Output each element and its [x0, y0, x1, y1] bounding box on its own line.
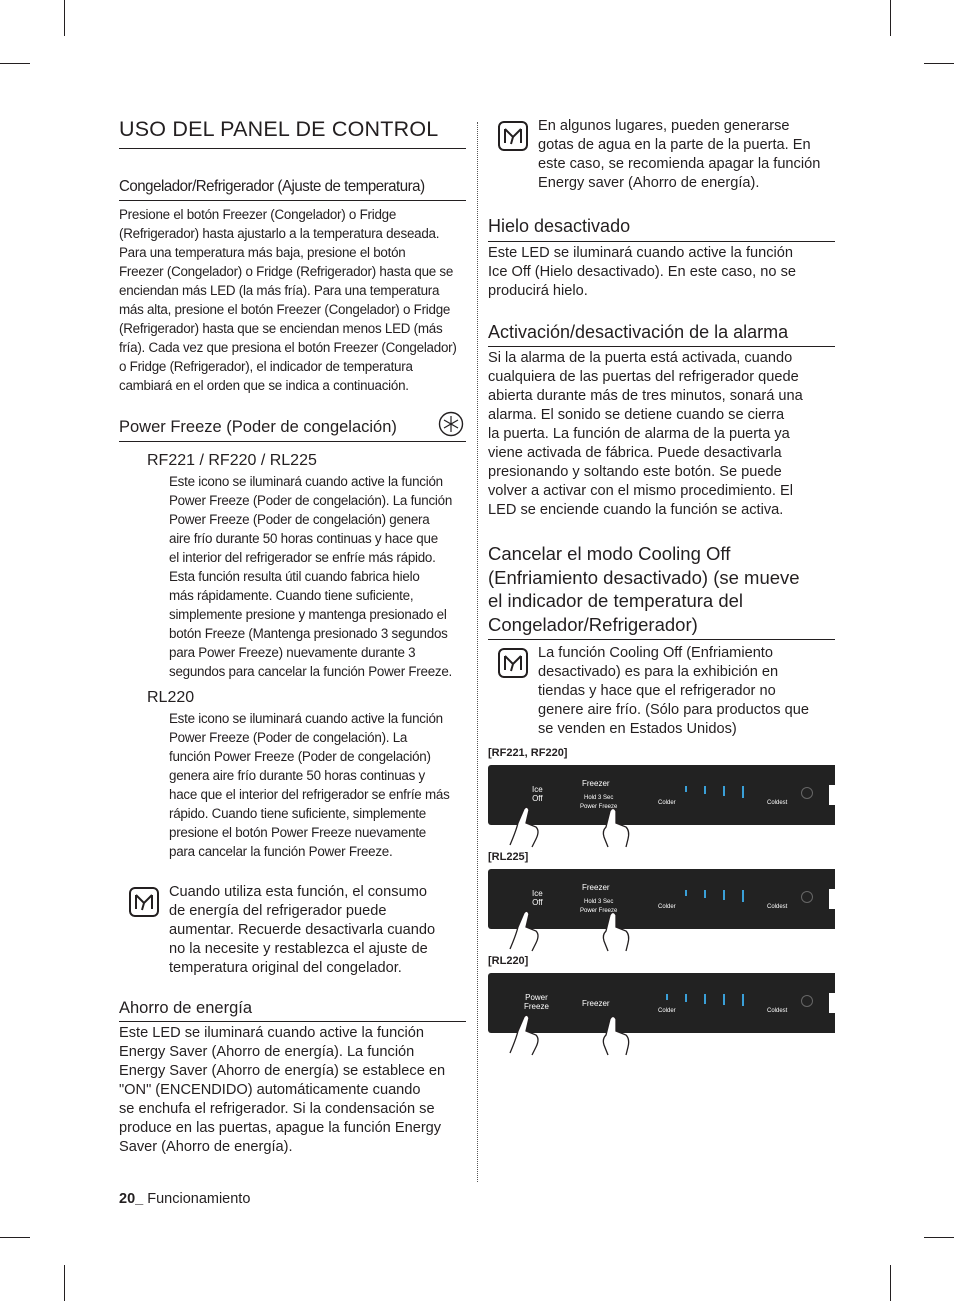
- crop-mark: [64, 1265, 65, 1301]
- hold-label: Hold 3 Sec Power Freeze: [580, 795, 618, 810]
- crop-mark: [890, 0, 891, 36]
- temperature-led: [723, 890, 725, 900]
- control-panel-rf221: [488, 765, 835, 825]
- model-heading-rl220: RL220: [147, 688, 195, 706]
- control-panel-rl225: [488, 869, 835, 929]
- text-line: alarma. El sonido se detiene cuando se cierra: [488, 407, 785, 423]
- section-energy-body: [119, 1024, 466, 1157]
- freezer-button[interactable]: Freezer: [582, 883, 610, 892]
- temperature-led: [723, 994, 725, 1005]
- text-line: Este LED se iluminará cuando active la función: [119, 1025, 425, 1042]
- text-line: más rápidamente. Cuando tiene suficiente,: [169, 587, 414, 603]
- page-title: USO DEL PANEL DE CONTROL: [119, 117, 466, 149]
- text-line: botón Freeze (Mantenga presionado 3 segundos: [169, 625, 448, 641]
- temperature-led: [666, 994, 668, 1000]
- section-temperature-heading: [119, 177, 466, 201]
- panel-edge: [829, 993, 835, 1013]
- ice-off-button[interactable]: Ice Off: [532, 785, 543, 803]
- text-line: aire frío durante 50 horas continuas y hace que: [169, 530, 438, 546]
- text-line: gotas de agua en la parte de la puerta. En: [538, 137, 811, 153]
- text-line: Cuando utiliza esta función, el consumo: [169, 883, 427, 900]
- text-line: Este icono se iluminará cuando active la función: [169, 473, 443, 489]
- coldest-label: Coldest: [767, 800, 788, 806]
- text-line: Energy saver (Ahorro de energía).: [538, 175, 760, 191]
- control-panel-rl220: [488, 973, 835, 1033]
- text-line: genere aire frío. (Sólo para productos que: [538, 702, 809, 718]
- section-cooling-off-heading: [488, 542, 835, 640]
- text-line: se enchufa el refrigerador. Si la condensación se: [119, 1101, 435, 1118]
- text-line: temperatura original del congelador.: [169, 959, 402, 976]
- heading-line: (Enfriamiento desactivado) (se mueve: [488, 566, 800, 588]
- text-line: Este LED se iluminará cuando active la función: [488, 244, 794, 261]
- page-footer: [119, 1191, 250, 1207]
- model-rl220-body: [169, 709, 466, 861]
- temperature-led: [704, 890, 706, 898]
- text-line: más alta, presione el botón Freezer (Congelador) o Fridge: [119, 302, 451, 317]
- text-line: Freezer (Congelador) o Fridge (Refrigerador) hasta que se: [119, 264, 454, 279]
- text-line: La función Cooling Off (Enfriamiento: [538, 645, 773, 661]
- heading-text: Congelador/Refrigerador (Ajuste de temperatura): [119, 178, 425, 195]
- crop-mark: [890, 1265, 891, 1301]
- text-line: presionando y soltando este botón. Se puede: [488, 464, 782, 480]
- pointing-hand-icon: [506, 1009, 542, 1057]
- energy-saver-note: [488, 117, 835, 193]
- text-line: desactivado) es para la exhibición en: [538, 664, 779, 680]
- text-line: Power Freeze (Poder de congelación) genera: [169, 511, 430, 527]
- right-column: [488, 117, 835, 1033]
- model-heading-rf221: RF221 / RF220 / RL225: [147, 451, 317, 469]
- text-line: LED se enciende cuando la función se activa.: [488, 502, 784, 518]
- panel-edge: [829, 785, 835, 805]
- text-line: (Refrigerador) hasta ajustarlo a la temperatura deseada.: [119, 226, 440, 241]
- text-line: Power Freeze (Poder de congelación). La función: [169, 492, 453, 508]
- text-line: Ice Off (Hielo desactivado). En este caso, no se: [488, 263, 796, 280]
- text-line: no la necesite y restablezca el ajuste de: [169, 940, 428, 957]
- text-line: cualquiera de las puertas del refrigerador quede: [488, 369, 799, 385]
- temperature-led: [742, 994, 744, 1006]
- text-line: aumentar. Recuerde desactivarla cuando: [169, 921, 436, 938]
- text-line: Power Freeze (Poder de congelación). La: [169, 729, 408, 745]
- temperature-led: [742, 786, 744, 798]
- footer-section: Funcionamiento: [143, 1191, 251, 1207]
- text-line: Presione el botón Freezer (Congelador) o Fridge: [119, 207, 397, 222]
- text-line: de energía del refrigerador puede: [169, 902, 387, 919]
- text-line: Energy Saver (Ahorro de energía). La función: [119, 1044, 415, 1061]
- pointing-hand-icon: [506, 801, 542, 849]
- note-icon: [498, 121, 528, 151]
- text-line: la puerta. La función de alarma de la puerta ya: [488, 426, 790, 442]
- text-line: Esta función resulta útil cuando fabrica hielo: [169, 568, 420, 584]
- power-freeze-icon: [438, 411, 464, 437]
- section-temperature-body: [119, 205, 466, 395]
- text-line: el interior del refrigerador se enfríe más rápido.: [169, 549, 436, 565]
- text-line: o Fridge (Refrigerador), el indicador de temperatura: [119, 359, 413, 374]
- cooling-off-note: [488, 644, 835, 739]
- section-ice-off-heading: Hielo desactivado: [488, 215, 835, 242]
- pointing-hand-icon: [598, 905, 634, 953]
- text-line: se venden en Estados Unidos): [538, 721, 737, 737]
- text-line: Saver (Ahorro de energía).: [119, 1139, 293, 1156]
- colder-label: Colder: [658, 1008, 676, 1014]
- colder-label: Colder: [658, 904, 676, 910]
- text-line: abierta durante más de tres minutos, sonará una: [488, 388, 803, 404]
- text-line: produce en las puertas, apague la función Energy: [119, 1120, 442, 1137]
- temperature-led: [685, 890, 687, 896]
- note-icon: [498, 648, 528, 678]
- crop-mark: [0, 1237, 30, 1238]
- text-line: producirá hielo.: [488, 282, 588, 299]
- coldest-label: Coldest: [767, 904, 788, 910]
- model-rf221-body: [169, 472, 466, 681]
- pointing-hand-icon: [598, 801, 634, 849]
- text-line: hace que el interior del refrigerador se enfríe más: [169, 786, 450, 802]
- text-line: tiendas y hace que el refrigerador no: [538, 683, 776, 699]
- figure-label-rl225: [RL225]: [488, 851, 529, 863]
- temperature-led: [685, 994, 687, 1002]
- text-line: para cancelar la función Power Freeze.: [169, 843, 393, 859]
- text-line: En algunos lugares, pueden generarse: [538, 118, 790, 134]
- text-line: Si la alarma de la puerta está activada, cuando: [488, 350, 793, 366]
- crop-mark: [64, 0, 65, 36]
- section-alarm-heading: Activación/desactivación de la alarma: [488, 321, 835, 348]
- temperature-led: [704, 786, 706, 794]
- temperature-led: [723, 786, 725, 796]
- section-energy-heading: Ahorro de energía: [119, 998, 466, 1023]
- heading-line: Congelador/Refrigerador): [488, 613, 698, 635]
- text-line: enciendan más LED (la más fría). Para una temperatura: [119, 283, 440, 298]
- heading-line: el indicador de temperatura del: [488, 590, 744, 611]
- text-line: para Power Freeze) nuevamente durante 3: [169, 644, 416, 660]
- text-line: cambiará en el orden que se indica a continuación.: [119, 378, 409, 393]
- heading-line: Cancelar el modo Cooling Off: [488, 543, 731, 564]
- section-power-freeze-heading: [119, 417, 466, 442]
- heading-text: Power Freeze (Poder de congelación): [119, 418, 397, 436]
- pointing-hand-icon: [598, 1009, 634, 1057]
- text-line: simplemente presione y mantenga presionado el: [169, 606, 447, 622]
- hold-label: Hold 3 Sec Power Freeze: [580, 899, 618, 914]
- freezer-button[interactable]: Freezer: [582, 779, 610, 788]
- alarm-icon: [801, 787, 813, 799]
- panel-edge: [829, 889, 835, 909]
- text-line: (Refrigerador) hasta que se enciendan menos LED (más: [119, 321, 443, 336]
- column-divider: [477, 122, 478, 1182]
- text-line: viene activada de fábrica. Puede desactivarla: [488, 445, 782, 461]
- power-freeze-note: [119, 883, 466, 978]
- figure-label-rl220: [RL220]: [488, 955, 529, 967]
- temperature-led: [685, 786, 687, 792]
- power-freeze-button[interactable]: Power Freeze: [524, 993, 549, 1011]
- figure-label-rf221: [RF221, RF220]: [488, 747, 568, 759]
- text-line: "ON" (ENCENDIDO) automáticamente cuando: [119, 1082, 421, 1099]
- text-line: Para una temperatura más baja, presione el botón: [119, 245, 406, 260]
- text-line: función Power Freeze (Poder de congelación): [169, 748, 431, 764]
- section-alarm-body: [488, 349, 835, 520]
- temperature-led: [742, 890, 744, 902]
- text-line: volver a activar con el mismo procedimiento. El: [488, 483, 793, 499]
- text-line: segundos para cancelar la función Power Freeze.: [169, 663, 453, 679]
- text-line: Energy Saver (Ahorro de energía) se establece en: [119, 1063, 446, 1080]
- section-ice-off-body: [488, 244, 835, 301]
- text-line: este caso, se recomienda apagar la función: [538, 156, 821, 172]
- colder-label: Colder: [658, 800, 676, 806]
- freezer-button[interactable]: Freezer: [582, 999, 610, 1008]
- note-icon: [129, 887, 159, 917]
- page-number: 20_: [119, 1191, 144, 1207]
- text-line: rápido. Cuando tiene suficiente, simplemente: [169, 805, 426, 821]
- alarm-icon: [801, 891, 813, 903]
- crop-mark: [924, 63, 954, 64]
- left-column: [119, 117, 466, 1157]
- text-line: Este icono se iluminará cuando active la función: [169, 710, 443, 726]
- crop-mark: [0, 63, 30, 64]
- text-line: genera aire frío durante 50 horas continuas y: [169, 767, 425, 783]
- pointing-hand-icon: [506, 905, 542, 953]
- alarm-icon: [801, 995, 813, 1007]
- coldest-label: Coldest: [767, 1008, 788, 1014]
- text-line: fría). Cada vez que presiona el botón Freezer (Congelador): [119, 340, 457, 355]
- ice-off-button[interactable]: Ice Off: [532, 889, 543, 907]
- temperature-led: [704, 994, 706, 1004]
- text-line: presione el botón Power Freeze nuevamente: [169, 824, 426, 840]
- crop-mark: [924, 1237, 954, 1238]
